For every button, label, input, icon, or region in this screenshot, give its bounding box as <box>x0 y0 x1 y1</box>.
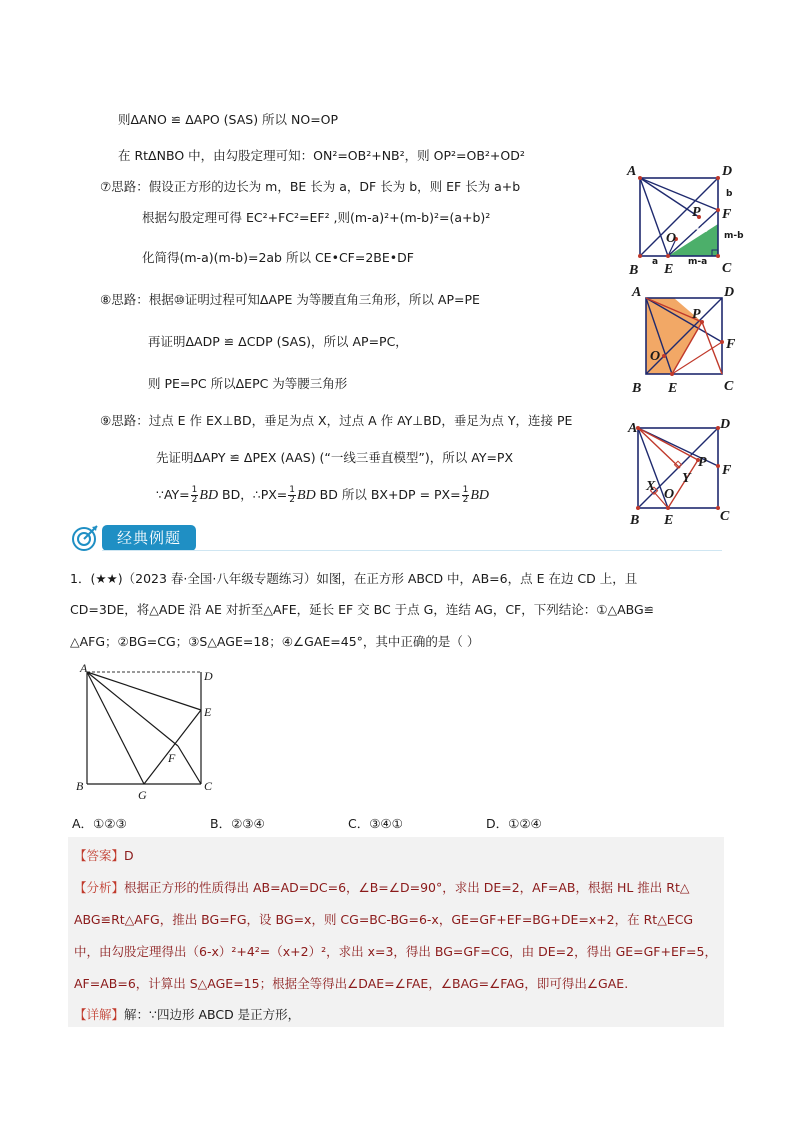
fig1-label-b: B <box>629 263 639 278</box>
fig4-label-c: C <box>204 779 213 793</box>
target-icon <box>70 523 100 553</box>
fig1-label-p: P <box>692 205 701 220</box>
option-c[interactable]: C．③④① <box>348 816 403 831</box>
theory-line-5: 化简得(m-a)(m-b)=2ab 所以 CE•CF=2BE•DF <box>142 250 414 265</box>
svg-text:m-b: m-b <box>724 231 744 241</box>
fig4-label-b: B <box>76 779 84 793</box>
fig4-label-f: F <box>168 751 176 765</box>
problem-line-2: CD=3DE，将△ADE 沿 AE 对折至△AFE，延长 EF 交 BC 于点 G，连结 AG，CF，下列结论：①△ABG≌ <box>70 602 655 617</box>
fig2-label-c: C <box>724 379 734 394</box>
answer-box <box>68 837 724 1027</box>
theory-line-8: 则 PE=PC 所以ΔEPC 为等腰三角形 <box>148 376 348 391</box>
theory-line-1: 则ΔANO ≌ ΔAPO (SAS) 所以 NO=OP <box>118 112 339 127</box>
problem-line-3: △AFG；②BG=CG；③S△AGE=18；④∠GAE=45°，其中正确的是（ ） <box>70 634 480 649</box>
section-divider <box>102 550 722 551</box>
option-d[interactable]: D．①②④ <box>486 816 542 831</box>
fig4-label-g: G <box>138 788 147 802</box>
fig4-label-d: D <box>204 669 213 683</box>
fig3-label-p: P <box>698 455 707 470</box>
figure-4 <box>70 660 230 806</box>
fig3-label-a: A <box>628 421 638 436</box>
theory-line-2: 在 RtΔNBO 中，由勾股定理可知：ON²=OB²+NB²，则 OP²=OB²+OD² <box>118 148 525 163</box>
fig1-label-c: C <box>722 261 732 276</box>
problem-line-1: 1．(★★)（2023 春·全国·八年级专题练习）如图，在正方形 ABCD 中，AB=6，点 E 在边 CD 上，且 <box>70 571 638 586</box>
fig3-label-e: E <box>664 513 674 527</box>
theory-line-6: ⑧思路：根据⑩证明过程可知ΔAPE 为等腰直角三角形，所以 AP=PE <box>100 292 480 307</box>
fig1-label-a: A <box>627 164 637 179</box>
figure-3 <box>624 412 754 527</box>
fig4-label-e: E <box>204 705 212 719</box>
fig1-label-o: O <box>666 231 677 246</box>
theory-line-7: 再证明ΔADP ≌ ΔCDP (SAS)，所以 AP=PC， <box>148 334 408 349</box>
analysis-line-2: ABG≌Rt△AFG，推出 BG=FG，设 BG=x，则 CG=BC-BG=6-x，GE=GF+EF=BG+DE=x+2，在 Rt△ECG <box>74 912 694 927</box>
fig3-label-f: F <box>722 463 732 478</box>
svg-text:a+b: a+b <box>688 225 709 235</box>
fig2-label-f: F <box>726 337 736 352</box>
fig3-label-b: B <box>630 513 640 527</box>
detail-line-1: 【详解】解：∵四边形 ABCD 是正方形， <box>74 1007 301 1022</box>
fig1-label-d: D <box>722 164 733 179</box>
analysis-line-3: 中，由勾股定理得出（6-x）²+4²=（x+2）²，求出 x=3，得出 BG=GF=CG，由 DE=2，得出 GE=GF+EF=5， <box>74 944 717 959</box>
fig2-label-b: B <box>632 381 642 396</box>
option-b[interactable]: B．②③④ <box>210 816 265 831</box>
svg-text:a: a <box>652 257 659 267</box>
answer-line <box>74 846 134 864</box>
fig4-label-a: A <box>80 661 88 675</box>
svg-text:m-a: m-a <box>688 257 708 267</box>
figure-1 <box>624 160 754 280</box>
fig2-label-a: A <box>632 285 642 300</box>
fig3-label-o: O <box>664 487 675 502</box>
fig3-label-d: D <box>720 417 731 432</box>
section-title: 经典例题 <box>102 525 196 551</box>
fig3-label-y: Y <box>682 471 691 486</box>
theory-line-4: 根据勾股定理可得 EC²+FC²=EF² ,则(m-a)²+(m-b)²=(a+b)² <box>142 210 491 225</box>
answer-value: D <box>124 848 134 863</box>
svg-text:b: b <box>726 189 733 199</box>
fig1-label-e: E <box>664 262 674 277</box>
theory-line-10: 先证明ΔAPY ≌ ΔPEX (AAS) (“一线三垂直模型”)，所以 AY=PX <box>156 450 514 465</box>
answer-label: 【答案】 <box>74 848 125 863</box>
analysis-line-4: AF=AB=6，计算出 S△AGE=15；根据全等得出∠DAE=∠FAE，∠BAG=∠FAG，即可得出∠GAE. <box>74 976 629 991</box>
figure-2 <box>624 282 754 397</box>
fig2-label-p: P <box>692 307 701 322</box>
fig3-label-x: X <box>646 479 656 494</box>
fig2-label-e: E <box>668 381 678 396</box>
fig1-label-f: F <box>722 207 732 222</box>
theory-line-3: ⑦思路：假设正方形的边长为 m，BE 长为 a，DF 长为 b，则 EF 长为 a+b <box>100 179 521 194</box>
fig2-label-d: D <box>724 285 735 300</box>
theory-line-9: ⑨思路：过点 E 作 EX⊥BD，垂足为点 X，过点 A 作 AY⊥BD，垂足为点 Y，连接 PE <box>100 413 573 428</box>
fig2-label-o: O <box>650 349 661 364</box>
analysis-line-1: 【分析】根据正方形的性质得出 AB=AD=DC=6，∠B=∠D=90°，求出 DE=2，AF=AB，根据 HL 推出 Rt△ <box>74 880 690 895</box>
option-a[interactable]: A．①②③ <box>72 816 127 831</box>
fig3-label-c: C <box>720 509 730 524</box>
theory-line-11: ∵AY= $\frac{1}{2}$ BD BD，∴PX= $\frac{1}{2}$ BD BD 所以 BX+DP = PX= $\frac{1}{2}$ BD <box>156 485 489 505</box>
